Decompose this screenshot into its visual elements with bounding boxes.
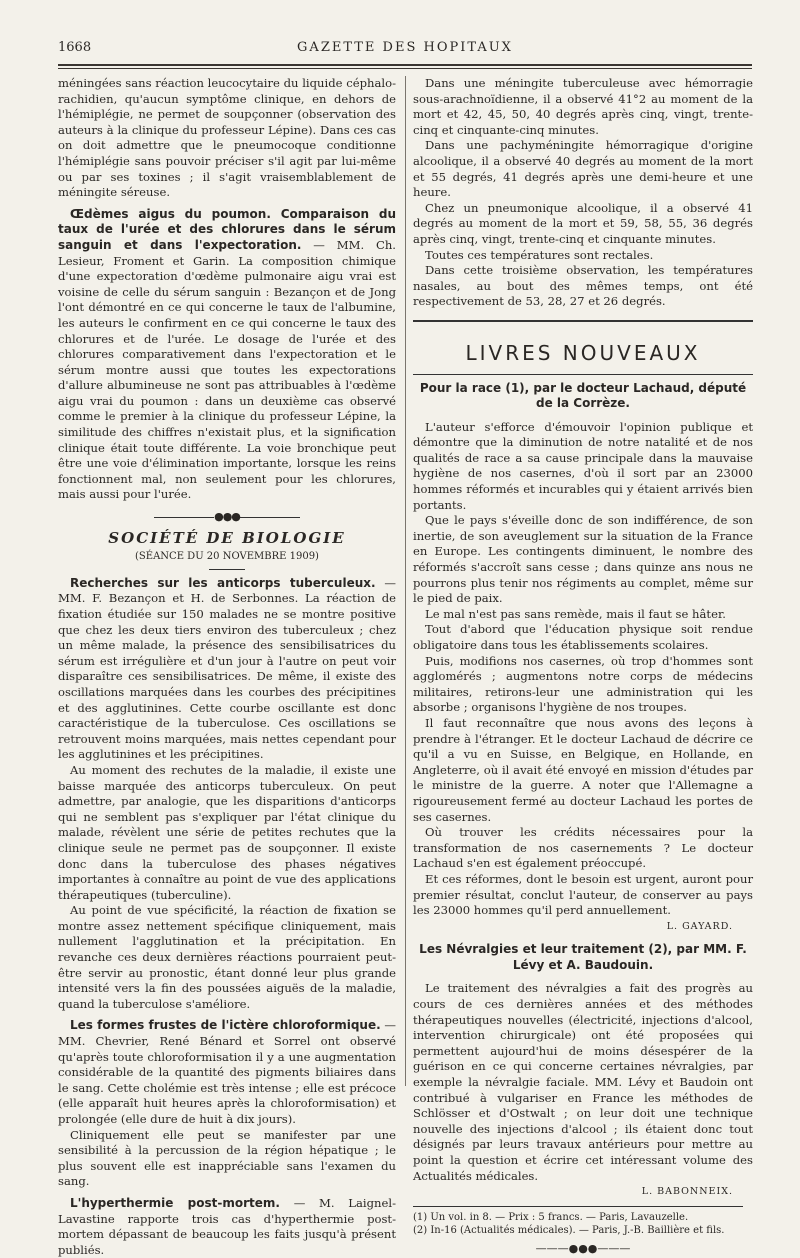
page-header (58, 40, 752, 60)
ornament-divider: ●●● (58, 509, 396, 525)
ictere-article (58, 1018, 396, 1127)
left-column (58, 76, 396, 1258)
paragraph: méningées sans réaction leucocytaire du liquide céphalo-rachidien, qu'aucun symptôme clinique, en dehors de l'hémiplégie, ne permet de soupçonner (observation des auteurs à la clinique du professeur Lépine). Dans ces cas on doit admettre que le pneumocoque conditionne l'hémiplégie sans pouvoir préciser s'il agit par lui-même ou par ses toxines ; il s'agit vraisemblablement de méningite séreuse. (58, 76, 396, 200)
paragraph: Au moment des rechutes de la maladie, il existe une baisse marquée des anticorps tuberculeux. On peut admettre, par analogie, que les disparitions d'anticorps qui ne semblent pas s'expliquer par l'état clinique du malade, révèlent une série de petites rechutes que la clinique seule ne permet pas de soupçonner. Il existe donc dans la tuberculose des phases négatives importantes à connaître au point de vue des applications thérapeutiques (tuberculine). (58, 762, 396, 902)
paragraph: Dans une pachyméningite hémorragique d'origine alcoolique, il a observé 40 degrés au moment de la mort et 55 degrés, 41 degrés après une demi-heure et une heure. (413, 138, 753, 200)
paragraph: Que le pays s'éveille donc de son indifférence, de son inertie, de son aveuglement sur la situation de la France en Europe. Les contingents diminuent, le nombre des réformés s'accroît sans cesse ; dans quinze ans nous ne pourrons plus tenir nos régiments au complet, même sur le pied de paix. (413, 513, 753, 606)
article-text: rapporte trois cas d'hyperthermie post-mortem dépassant de beaucoup les faits jusqu'à présent publiés. (58, 1211, 396, 1257)
paragraph: Il faut reconnaître que nous avons des leçons à prendre à l'étranger. Et le docteur Lachaud de décrire ce qu'il a vu en Suisse, en Belgique, en Hollande, en Angleterre, où il avait été envoyé en mission d'études par le ministre de la guerre. A noter que l'Allemagne a rigoureusement fermé au docteur Lachaud les portes de ses casernes. (413, 715, 753, 824)
paragraph: Le traitement des névralgies a fait des progrès au cours de ces dernières années et des méthodes thérapeutiques nouvelles (électricité, injections d'alcool, intervention chirurgicale) ont été proposées qui permettent aujourd'hui de moins désespérer de la guérison en ce qui concerne certaines névralgies, par exemple la névralgie faciale. MM. Lévy et Baudoin ont contribué à vulgariser en France les méthodes de Schlösser et d'Ostwalt ; on leur doit une technique nouvelle des injections d'alcool ; ils étaient donc tout désignés par leurs travaux antérieurs pour mettre au point la question et écrire cet intéressant volume des Actualités médicales. (413, 981, 753, 1183)
paragraph: Chez un pneumonique alcoolique, il a observé 41 degrés au moment de la mort et 59, 58, 55, 36 degrés après cinq, vingt, trente-cinq et cinquante minutes. (413, 200, 753, 246)
recherches-article (58, 576, 396, 763)
livres-header-box (413, 320, 753, 375)
paragraph: Toutes ces températures sont rectales. (425, 247, 654, 262)
article-authors: — MM. F. Bezançon et H. de Serbonnes. (58, 575, 397, 606)
section-rule (209, 569, 245, 570)
footnote-rule (413, 1206, 743, 1207)
paragraph: Et ces réformes, dont le besoin est urgent, auront pour premier résultat, conclut l'auteur, de conserver au pays les 23000 hommes qu'il perd annuellement. (413, 871, 753, 918)
footnote: (2) In-16 (Actualités médicales). — Paris, J.-B. Baillière et fils. (413, 1224, 725, 1236)
paragraph: Dans une méningite tuberculeuse avec hémorragie sous-arachnoïdienne, il a observé 41°2 au moment de la mort et 42, 45, 50, 40 degrés après cinq, vingt, trente-cinq et cinquante-cinq minutes. (413, 76, 753, 137)
article-authors: — MM. Ch. Lesieur, Froment et Garin. (58, 237, 396, 268)
section-title: LIVRES NOUVEAUX (465, 340, 701, 365)
paragraph: Tout d'abord que l'éducation physique soit rendue obligatoire dans tous les établissements scolaires. (413, 622, 753, 652)
paragraph: Cliniquement elle peut se manifester par une sensibilité à la percussion de la région hépatique ; le plus souvent elle est inappréciable sans l'examen du sang. (58, 1127, 396, 1189)
journal-title: GAZETTE DES HOPITAUX (297, 40, 513, 55)
column-divider (405, 76, 406, 1086)
paragraph: Où trouver les crédits nécessaires pour la transformation de nos casernements ? Le docteur Lachaud s'en est également préoccupé. (413, 825, 753, 871)
review-title: Pour la race (1), par le docteur Lachaud, député de la Corrèze. (419, 380, 747, 411)
paragraph: L'auteur s'efforce d'émouvoir l'opinion publique et démontre que la diminution de notre natalité et de nos qualités de race a sa cause principale dans la mauvaise hygiène de nos casernes, d'où il sort par an 23000 hommes réformés et incurables qui y étaient arrivés bien portants. (413, 419, 753, 512)
header-rule-thin (58, 68, 752, 69)
article-title: Œdèmes aigus du poumon. Comparaison du taux de l'urée et des chlorures dans le sérum sanguin et dans l'expectoration. (58, 206, 396, 252)
review-title: Les Névralgies et leur traitement (2), par MM. F. Lévy et A. Baudouin. (419, 942, 747, 972)
article-text: La réaction de fixation étudiée sur 150 malades ne se montre positive que chez les deux tiers environ des tuberculeux ; chez un même malade, la présence des sensibilisatrices du sérum est irrégulière et d'un jour à l'autre on peut voir disparaître ces sensibilisatrices. De même, il existe des oscillations marquées dans les courbes des précipitines et des agglutinines. Cette courbe oscillante est donc caractéristique de la tuberculose. Ces oscillations se retrouvent moins marquées, mais nettes cependant pour les agglutinines et les précipitines. (58, 591, 397, 762)
review-signature: L. BABONNEIX. (641, 1186, 733, 1198)
hyperthermie-article (58, 1196, 396, 1258)
paragraph: Puis, modifions nos casernes, où trop d'hommes sont agglomérés ; augmentons notre corps de médecins militaires, retirons-leur une administration qui les absorbe ; organisons l'hygiène de nos troupes. (413, 653, 753, 715)
article-text: La composition chimique d'une expectoration d'œdème pulmonaire aigu vrai est voisine de celle du sérum sanguin : Bezançon et de Jong l'ont démontré en ce qui concerne le taux de l'albumine, les auteurs le confirment en ce qui concerne le taux des chlorures et de l'urée. Le dosage de l'urée et des chlorures comparativement dans l'expectoration et le sérum montre aussi que toutes les expectorations d'allure albumineuse ne sont pas attribuables à l'œdème aigu vrai du poumon : dans un deuxième cas observé comme le premier à la clinique du professeur Lépine, la similitude des chiffres n'existait plus, et la signification clinique était toute différente. La voie bronchique peut être une voie d'élimination importante, lorsque les reins fonctionnent mal, non seulement pour les chlorures, mais aussi pour l'urée. (58, 253, 396, 502)
section-session: (SÉANCE DU 20 NOVEMBRE 1909) (135, 551, 319, 563)
section-title: SOCIÉTÉ DE BIOLOGIE (108, 528, 346, 547)
ornament-divider: ———●●●——— (535, 1241, 631, 1255)
article-text: ont observé qu'après toute chloroformisation il y a une augmentation considérable de la quantité des pigments biliaires dans le sang. Cette cholémie est très intense ; elle est précoce (elle apparaît huit heures après la chloroformisation) et prolongée (elle dure de huit à dix jours). (58, 1034, 397, 1126)
paragraph: Le mal n'est pas sans remède, mais il faut se hâter. (425, 606, 726, 621)
paragraph: Dans cette troisième observation, les températures nasales, au bout des mêmes temps, ont été respectivement de 53, 28, 27 et 26 degrés. (413, 263, 753, 309)
article-title: Recherches sur les anticorps tuberculeux. (70, 575, 376, 590)
right-column (413, 76, 753, 1256)
paragraph: Au point de vue spécificité, la réaction de fixation se montre assez nettement spécifique cliniquement, mais nullement l'agglutination et la précipitation. En revanche ces deux dernières réactions pourraient peut-être servir au pronostic, étant donné leur plus grande intensité vers la fin des poussées aiguës de la maladie, quand la tuberculose s'améliore. (58, 903, 396, 1011)
footnote: (1) Un vol. in 8. — Prix : 5 francs. — Paris, Lavauzelle. (413, 1211, 689, 1223)
article-authors: —MM. Chevrier, René Bénard et Sorrel (58, 1018, 397, 1049)
article-title: L'hyperthermie post-mortem. (70, 1195, 280, 1210)
article-authors: — M. Laignel-Lavastine (58, 1195, 396, 1226)
article-title: Les formes frustes de l'ictère chloroformique. (70, 1018, 381, 1033)
oedemes-article (58, 207, 396, 503)
page-number: 1668 (58, 40, 92, 55)
review-signature: L. GAYARD. (666, 920, 733, 932)
header-rule (58, 64, 752, 66)
